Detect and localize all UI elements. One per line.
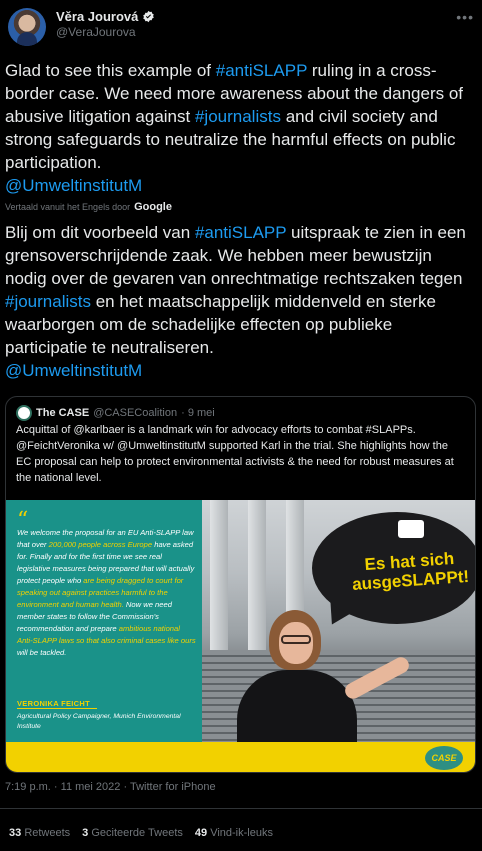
tweet-meta <box>5 781 216 793</box>
retweets-label: Retweets <box>24 827 71 839</box>
quote-author-divider <box>17 708 97 709</box>
quote-panel-text <box>17 527 197 659</box>
translation-label: Vertaald vanuit het Engels door <box>5 202 131 212</box>
quoted-author-handle: @CASECoalition <box>93 407 178 419</box>
quote-text-segment: Now we need member states to follow the Commission's recommendation and prepare <box>17 600 172 633</box>
quote-text-segment: We welcome the proposal for an EU Anti-SLAPP law that over <box>17 528 194 549</box>
author-handle[interactable]: @VeraJourova <box>56 25 136 39</box>
sign-text: Es hat sich ausgeSLAPPt! <box>351 548 470 595</box>
retweets-count: 33 <box>9 827 22 839</box>
tweet-text-segment: Glad to see this example of <box>5 61 216 80</box>
tweet-text-translated <box>5 221 477 382</box>
hashtag-link[interactable]: #antiSLAPP <box>194 223 287 242</box>
quote-highlight: 200,000 people across Europe <box>48 540 153 549</box>
building-column <box>210 500 228 670</box>
quote-mark-icon: “ <box>17 508 29 533</box>
quoted-avatar <box>16 405 32 421</box>
quotes-count: 3 <box>82 827 89 839</box>
person-body <box>237 670 357 750</box>
hashtag-link[interactable]: #journalists <box>5 292 91 311</box>
quote-panel <box>6 500 202 742</box>
tweet-source[interactable]: Twitter for iPhone <box>129 781 216 793</box>
quoted-author-name: The CASE <box>36 407 90 419</box>
quote-text-segment: will be tackled. <box>17 648 67 657</box>
glasses-icon <box>281 635 311 644</box>
divider <box>0 808 482 809</box>
quotes-label: Geciteerde Tweets <box>91 827 183 839</box>
hashtag-link[interactable]: #antiSLAPP <box>215 61 308 80</box>
quoted-tweet-image[interactable] <box>6 500 476 773</box>
tweet-text-segment: and civil society and strong safeguards to neutralize the harmful effects on public participation. <box>5 107 456 172</box>
likes-stat[interactable] <box>195 827 273 839</box>
quote-text-segment: have asked for. Finally and for the first time we see real legislative measures being prepared that will actually protect people who <box>17 540 195 585</box>
tweet-text-segment: uitspraak te zien in een grensoverschrijdende zaak. We hebben meer bewustzijn nodig over de gevaren van onrechtmatige rechtszaken tegen <box>5 223 466 288</box>
more-options-icon[interactable]: ••• <box>456 9 474 25</box>
mention-link[interactable]: @UmweltinstitutM <box>5 176 143 195</box>
retweets-stat[interactable] <box>9 827 70 839</box>
quote-author: VERONIKA FEICHT <box>17 699 90 708</box>
building-column <box>248 500 266 670</box>
author-name[interactable]: Věra Jourová <box>56 9 139 24</box>
case-logo: CASE <box>425 746 463 770</box>
meta-separator: · <box>53 781 61 793</box>
hashtag-link[interactable]: #journalists <box>194 107 281 126</box>
tweet-text-segment: ruling in a cross-border case. We need more awareness about the dangers of abusive litigation against <box>5 61 464 126</box>
quote-highlight: ambitious national Anti-SLAPP laws so that also criminal cases like ours <box>17 624 196 645</box>
sign-logo <box>398 520 424 538</box>
tweet-time[interactable]: 7:19 p.m. <box>5 781 51 793</box>
tweet-stats <box>9 827 273 839</box>
google-logo: Google <box>134 201 172 213</box>
quoted-tweet-text: Acquittal of @karlbaer is a landmark win for advocacy efforts to combat #SLAPPs. @FeichtVeronika w/ @UmweltinstitutM supported Karl in the trial. She highlights how the EC proposal can help to protect environmental activists & the need for robust measures at the national level. <box>16 424 454 484</box>
image-footer-bar <box>6 742 476 773</box>
tweet-header <box>0 0 482 52</box>
verified-badge-icon <box>142 10 155 23</box>
tweet-text-english <box>5 59 477 197</box>
translation-attribution <box>5 201 172 213</box>
meta-separator: · <box>123 781 130 793</box>
author-name-row[interactable] <box>56 9 155 24</box>
tweet-text-segment: en het maatschappelijk middenveld en sterke waarborgen om de schadelijke effecten op publieke participatie te neutraliseren. <box>5 292 436 357</box>
avatar[interactable] <box>8 8 46 46</box>
likes-count: 49 <box>194 827 208 839</box>
mention-link[interactable]: @UmweltinstitutM <box>5 361 143 380</box>
likes-label: Vind-ik-leuks <box>210 827 273 839</box>
quotes-stat[interactable] <box>82 827 183 839</box>
activist-photo <box>202 500 476 742</box>
quote-author-role: Agricultural Policy Campaigner, Munich Environmental Institute <box>17 713 181 730</box>
quoted-tweet-header <box>16 405 215 421</box>
quoted-tweet[interactable] <box>5 396 476 773</box>
quoted-time: · 9 mei <box>181 407 215 419</box>
quote-highlight: are being dragged to court for speaking out against practices harmful to the environment and human health. <box>17 576 184 609</box>
tweet-text-segment: Blij om dit voorbeeld van <box>5 223 195 242</box>
tweet-date[interactable]: 11 mei 2022 <box>60 781 121 793</box>
